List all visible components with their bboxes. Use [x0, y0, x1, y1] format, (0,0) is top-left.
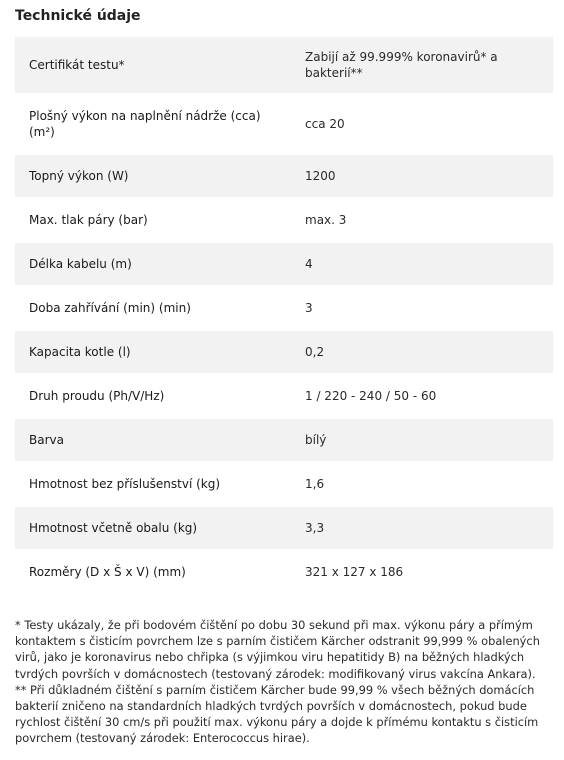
- footnote-virus: * Testy ukázaly, že při bodovém čištění po dobu 30 sekund při max. výkonu páry a přímým kontaktem s čisticím povrchem lze s parním čističem Kärcher odstranit 99,999 % obalených virů, jako je koronavirus nebo chřipka (s výjimkou viru hepatitidy B) na běžných hladkých tvrdých površích v domácnostech (testovaný zárodek: modifikovaný virus vakcína Ankara).: [15, 618, 540, 681]
- table-row: [15, 418, 553, 462]
- spec-label-area-performance: Plošný výkon na naplnění nádrže (cca) (m²): [15, 94, 286, 154]
- table-row: [15, 462, 553, 506]
- spec-label-weight-without-accessories: Hmotnost bez příslušenství (kg): [15, 462, 286, 506]
- spec-label-boiler-capacity: Kapacita kotle (l): [15, 330, 286, 374]
- table-row: [15, 286, 553, 330]
- spec-label-weight-with-packaging: Hmotnost včetně obalu (kg): [15, 506, 286, 550]
- spec-value-heating-time: 3: [286, 286, 553, 330]
- table-row: [15, 374, 553, 418]
- table-row: [15, 242, 553, 286]
- table-row: [15, 198, 553, 242]
- spec-value-weight-with-packaging: 3,3: [286, 506, 553, 550]
- footnotes: [15, 617, 555, 747]
- spec-label-dimensions: Rozměry (D x Š x V) (mm): [15, 550, 286, 594]
- table-row: [15, 506, 553, 550]
- spec-value-dimensions: 321 x 127 x 186: [286, 550, 553, 594]
- spec-value-current-type: 1 / 220 - 240 / 50 - 60: [286, 374, 553, 418]
- table-row: [15, 154, 553, 198]
- section-title: Technické údaje: [15, 8, 141, 24]
- spec-value-weight-without-accessories: 1,6: [286, 462, 553, 506]
- spec-value-color: bílý: [286, 418, 553, 462]
- spec-value-cable-length: 4: [286, 242, 553, 286]
- spec-label-test-certificate: Certifikát testu*: [15, 37, 286, 94]
- spec-label-color: Barva: [15, 418, 286, 462]
- spec-label-cable-length: Délka kabelu (m): [15, 242, 286, 286]
- spec-value-area-performance: cca 20: [286, 94, 553, 154]
- spec-value-test-certificate: Zabijí až 99.999% koronavirů* a bakterií**: [286, 37, 553, 94]
- spec-label-current-type: Druh proudu (Ph/V/Hz): [15, 374, 286, 418]
- table-row: [15, 550, 553, 594]
- table-row: [15, 94, 553, 154]
- spec-label-heating-power: Topný výkon (W): [15, 154, 286, 198]
- table-row: [15, 330, 553, 374]
- spec-value-boiler-capacity: 0,2: [286, 330, 553, 374]
- spec-label-steam-pressure: Max. tlak páry (bar): [15, 198, 286, 242]
- footnote-bacteria: ** Při důkladném čištění s parním čističem Kärcher bude 99,99 % všech běžných domácích bakterií zničeno na standardních hladkých tvrdých površích v domácnostech, pokud bude rychlost čištění 30 cm/s při použití max. výkonu páry a dojde k přímému kontaktu s čisticím povrchem (testovaný zárodek: Enterococcus hirae).: [15, 682, 539, 746]
- spec-table: [15, 37, 553, 595]
- spec-value-steam-pressure: max. 3: [286, 198, 553, 242]
- spec-label-heating-time: Doba zahřívání (min) (min): [15, 286, 286, 330]
- table-row: [15, 37, 553, 94]
- spec-value-heating-power: 1200: [286, 154, 553, 198]
